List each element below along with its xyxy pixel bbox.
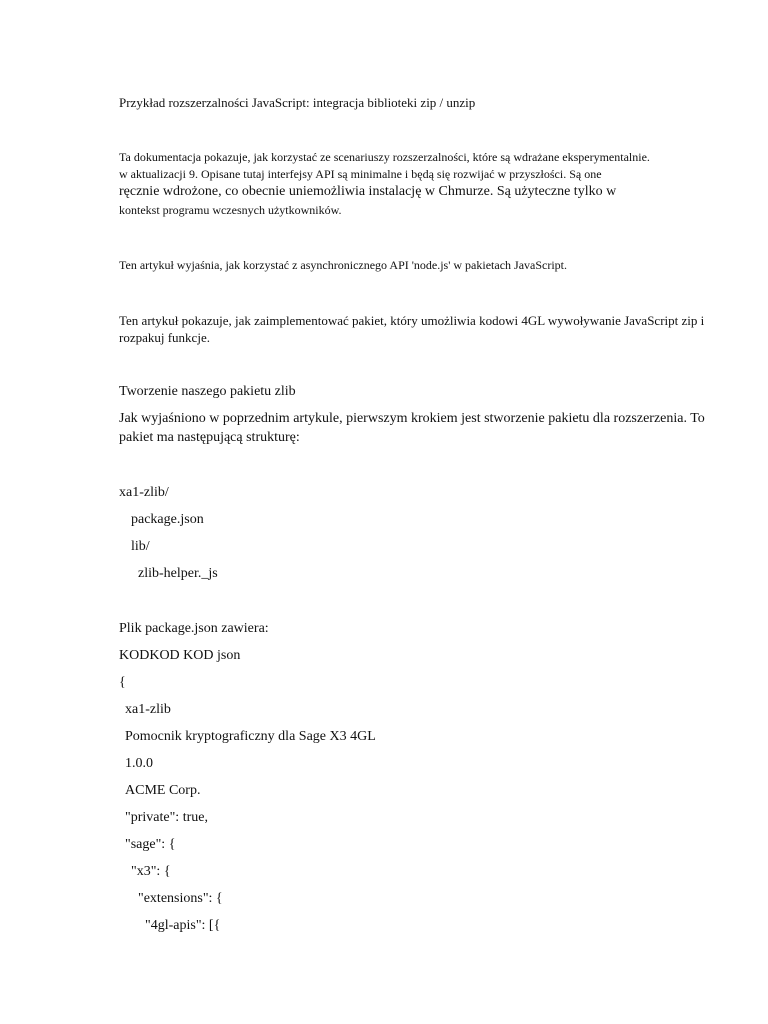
package-paragraph-line: Ten artykuł pokazuje, jak zaimplementować pakiet, który umożliwia kodowi 4GL wywoływanie JavaScript zip i — [119, 313, 705, 328]
code-line: "4gl-apis": [{ — [145, 918, 221, 933]
code-line: { — [119, 675, 126, 690]
code-line: xa1-zlib — [125, 702, 171, 717]
async-paragraph: Ten artykuł wyjaśnia, jak korzystać z asynchronicznego API 'node.js' w pakietach JavaScript. — [119, 258, 568, 272]
tree-item: zlib-helper._js — [138, 566, 218, 581]
code-line: "x3": { — [131, 864, 171, 879]
code-line: "extensions": { — [138, 891, 223, 906]
code-line: Pomocnik kryptograficzny dla Sage X3 4GL — [125, 729, 376, 744]
section-text-line: pakiet ma następującą strukturę: — [119, 430, 300, 445]
intro-line: kontekst programu wczesnych użytkowników. — [119, 203, 342, 217]
intro-line: ręcznie wdrożone, co obecnie uniemożliwia instalację w Chmurze. Są użyteczne tylko w — [119, 184, 617, 199]
tree-item: lib/ — [131, 539, 150, 554]
code-line: ACME Corp. — [125, 783, 201, 798]
tree-item: package.json — [131, 512, 204, 527]
package-paragraph-line: rozpakuj funkcje. — [119, 330, 210, 345]
code-line: "private": true, — [125, 810, 208, 825]
intro-line: Ta dokumentacja pokazuje, jak korzystać ze scenariuszy rozszerzalności, które są wdrażane eksperymentalnie. — [119, 150, 650, 164]
section-heading: Tworzenie naszego pakietu zlib — [119, 384, 296, 399]
section-text-line: Jak wyjaśniono w poprzednim artykule, pierwszym krokiem jest stworzenie pakietu dla rozszerzenia. To — [119, 411, 705, 426]
code-line: "sage": { — [125, 837, 176, 852]
tree-item: xa1-zlib/ — [119, 485, 169, 500]
package-json-intro: Plik package.json zawiera: — [119, 621, 269, 636]
code-line: 1.0.0 — [125, 756, 153, 771]
code-label: KODKOD KOD json — [119, 648, 241, 663]
document-title: Przykład rozszerzalności JavaScript: integracja biblioteki zip / unzip — [119, 95, 476, 110]
intro-line: w aktualizacji 9. Opisane tutaj interfejsy API są minimalne i będą się rozwijać w przyszłości. Są one — [119, 167, 602, 181]
